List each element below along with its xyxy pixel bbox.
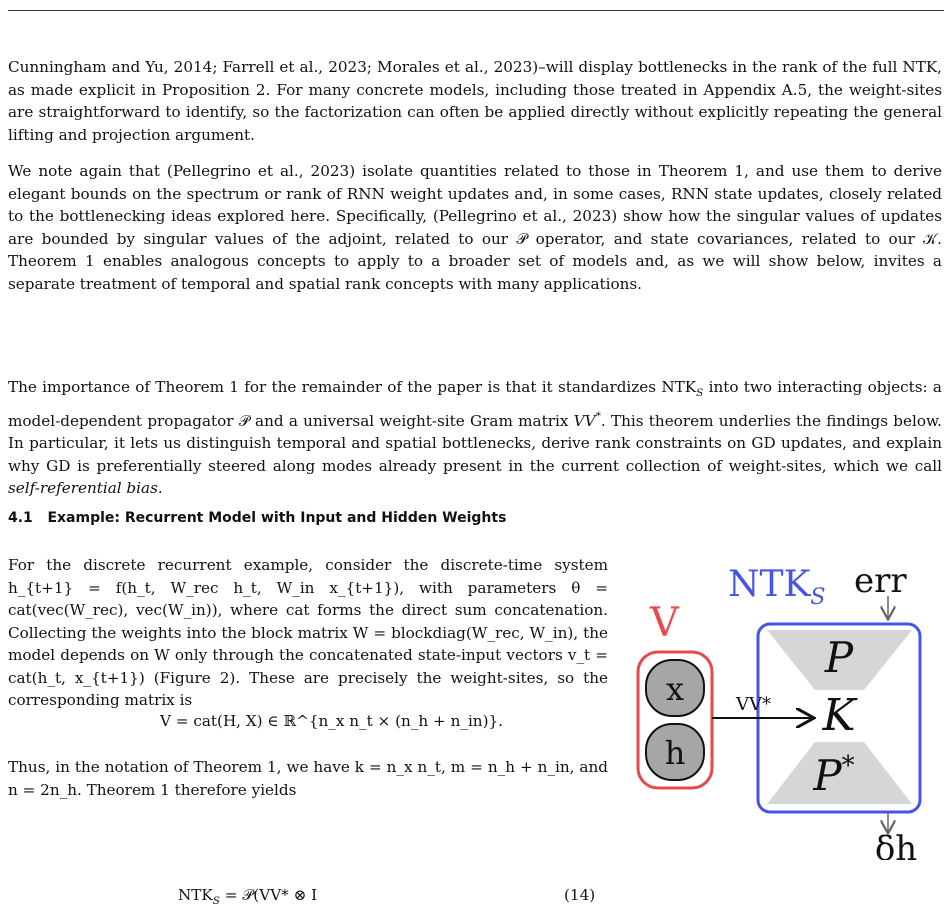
err-label: err <box>854 561 907 601</box>
paragraph-5: Thus, in the notation of Theorem 1, we have k = n_x n_t, m = n_h + n_in, and n = 2n_h. Theorem 1 therefore yields <box>8 758 608 799</box>
header-rule <box>8 10 944 11</box>
paragraph-4: For the discrete recurrent example, consider the discrete-time system h_{t+1} = f(h_t, W_rec h_t, W_in x_{t+1}), with parameters θ = cat(vec(W_rec), vec(W_in)), where cat forms the direct sum concatenation. Collecting the weights into the block matrix W = blockdiag(W_rec, W_in), the model depends on W only through the concatenated state-input vectors v_t = cat(h_t, x_{t+1}) (Figure 2). These are precisely the weight-sites, so the corresponding matrix is <box>8 556 608 709</box>
paragraph-3: The importance of Theorem 1 for the remainder of the paper is that it standardizes $NTK_S$ into two interacting objects: a model-dependent propagator 𝒫 and a universal weight-site Gram matrix VV*. This theorem underlies the findings below. In particular, it lets us distinguish temporal and spatial bottlenecks, derive rank constraints on GD updates, and explain why GD is preferentially steered along modes already present in the current collection of weight-sites, which we call self-referential bias. <box>8 378 943 497</box>
dh-label: δh <box>874 829 918 860</box>
figure-2 <box>622 560 932 860</box>
ntk-title: $NTK_S$ <box>728 564 826 610</box>
pstar-label: P* <box>813 751 855 800</box>
equation-14-number: (14) <box>564 886 596 904</box>
section-heading: 4.1 Example: Recurrent Model with Input and Hidden Weights <box>8 510 507 526</box>
equation-14: $NTK_S$ = 𝒫(VV* ⊗ I <box>178 886 318 907</box>
figure-svg <box>622 560 932 860</box>
equation-v: V = cat(H, X) ∈ ℝ^{n_x n_t × (n_h + n_in)}. <box>160 712 504 730</box>
p-label: P <box>824 633 854 682</box>
h-node-label: h <box>664 734 686 772</box>
paragraph-2: We note again that (Pellegrino et al., 2023) isolate quantities related to those in Theorem 1, and use them to derive elegant bounds on the spectrum or rank of RNN weight updates and, in some cases, RNN state updates, closely related to the bottlenecking ideas explored here. Specifically, (Pellegrino et al., 2023) show how the singular values of updates are bounded by singular values of the adjoint, related to our 𝒫 operator, and state covariances, related to our 𝒦. Theorem 1 enables analogous concepts to apply to a broader set of models and, as we will show below, invites a separate treatment of temporal and spatial rank concepts with many applications. <box>8 162 942 293</box>
x-node-label: x <box>665 670 685 708</box>
paragraph-1: Cunningham and Yu, 2014; Farrell et al., 2023; Morales et al., 2023)–will display bottlenecks in the rank of the full NTK, as made explicit in Proposition 2. For many concrete models, including those treated in Appendix A.5, the weight-sites are straightforward to identify, so the factorization can often be applied directly without explicitly repeating the general lifting and projection argument. <box>8 58 942 144</box>
vv-label: VV* <box>736 694 771 715</box>
v-label: V <box>650 600 679 646</box>
k-label: K <box>822 690 856 741</box>
